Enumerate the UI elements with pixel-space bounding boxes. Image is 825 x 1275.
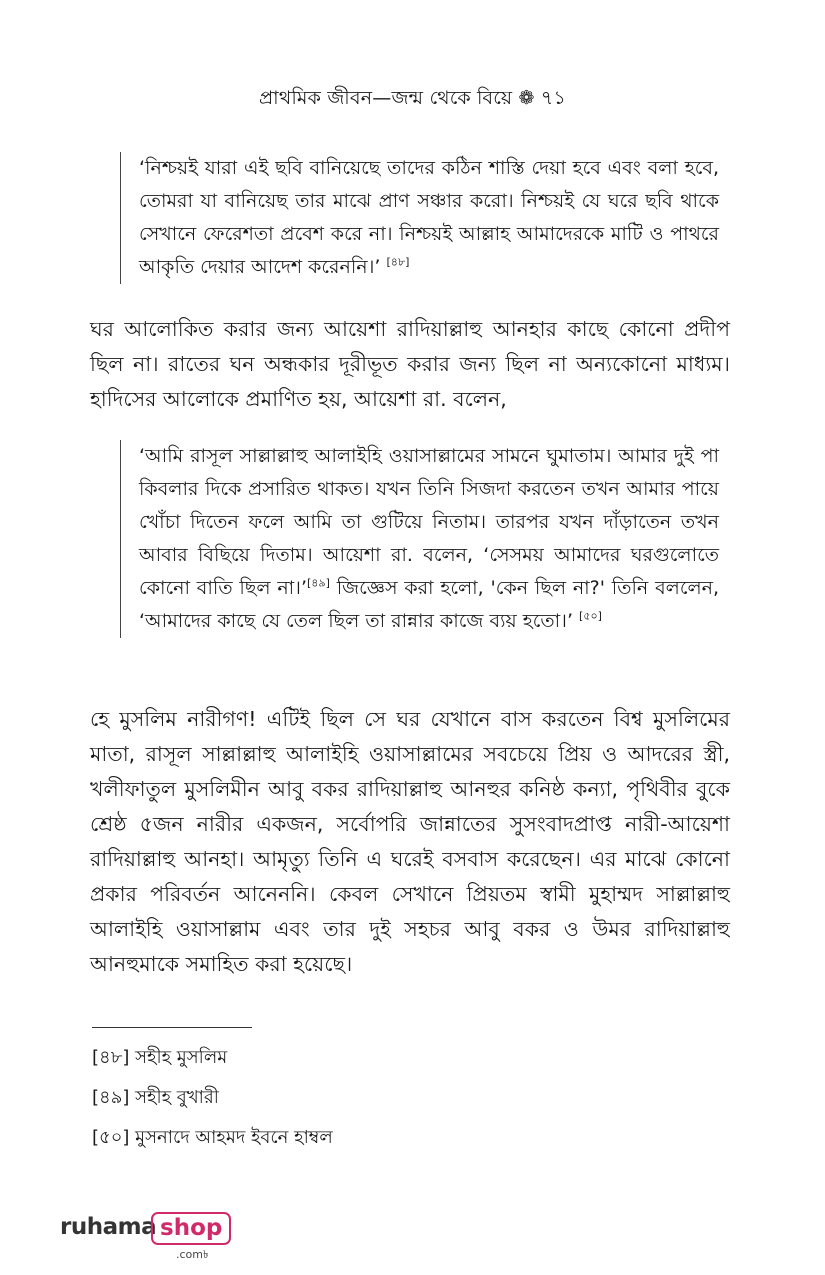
footnote-49: [৪৯] সহীহ বুখারী xyxy=(92,1087,219,1108)
quote-2-text-a: ‘আমি রাসূল সাল্লাল্লাহু আলাইহি ওয়াসাল্লামের সামনে ঘুমাতাম। আমার দুই পা কিবলার দিকে প্রসারিত থাকত। যখন তিনি সিজদা করতেন তখন আমার পায়ে খোঁচা দিতেন ফলে আমি তা গুটিয়ে নিতাম। তারপর যখন দাঁড়াতেন তখন আবার বিছিয়ে দিতাম। আয়েশা রা. বলেন, ‘সেসময় আমাদের ঘরগুলোতে কোনো বাতি ছিল না।’ xyxy=(139,445,719,599)
quote-1-text: ‘নিশ্চয়ই যারা এই ছবি বানিয়েছে তাদের কঠিন শাস্তি দেয়া হবে এবং বলা হবে, তোমরা যা বানিয়েছ তার মাঝে প্রাণ সঞ্চার করো। নিশ্চয়ই যে ঘরে ছবি থাকে সেখানে ফেরেশতা প্রবেশ করে না। নিশ্চয়ই আল্লাহ আমাদেরকে মাটি ও পাথরে আকৃতি দেয়ার আদেশ করেননি।’ xyxy=(139,157,719,278)
footnote-ref-48[interactable]: [৪৮] xyxy=(386,255,410,269)
footnotes xyxy=(92,1038,333,1158)
running-header: প্রাথমিক জীবন—জন্ম থেকে বিয়ে ❁ ৭১ xyxy=(259,87,566,109)
quote-block-2 xyxy=(120,440,719,638)
publisher-logo xyxy=(60,1212,260,1260)
quote-2-text-b: জিজ্ঞেস করা হলো, 'কেন ছিল না?' তিনি বললেন, ‘আমাদের কাছে যে তেল ছিল তা রান্নার কাজে ব্যয় হতো।’ xyxy=(139,577,719,632)
footnote-50: [৫০] মুসনাদে আহমদ ইবনে হাম্বল xyxy=(92,1127,333,1148)
footnote-48: [৪৮] সহীহ মুসলিম xyxy=(92,1047,228,1068)
logo-text-shop: shop xyxy=(151,1212,231,1245)
body-paragraph-2: হে মুসলিম নারীগণ! এটিই ছিল সে ঘর যেখানে বাস করতেন বিশ্ব মুসলিমের মাতা, রাসূল সাল্লাল্লাহু আলাইহি ওয়াসাল্লামের সবচেয়ে প্রিয় ও আদরের স্ত্রী, খলীফাতুল মুসলিমীন আবু বকর রাদিয়াল্লাহু আনহুর কনিষ্ঠ কন্যা, পৃথিবীর বুকে শ্রেষ্ঠ ৫জন নারীর একজন, সর্বোপরি জান্নাতের সুসংবাদপ্রাপ্ত নারী-আয়েশা রাদিয়াল্লাহু আনহা। আমৃত্যু তিনি এ ঘরেই বসবাস করেছেন। এর মাঝে কোনো প্রকার পরিবর্তন আনেননি। কেবল সেখানে প্রিয়তম স্বামী মুহাম্মদ সাল্লাল্লাহু আলাইহি ওয়াসাল্লাম এবং তার দুই সহচর আবু বকর ও উমর রাদিয়াল্লাহু আনহুমাকে সমাহিত করা হয়েছে। xyxy=(90,707,730,976)
logo-text-ruhama: ruhama xyxy=(60,1214,157,1240)
footnote-ref-49[interactable]: [৪৯] xyxy=(307,576,330,590)
footnote-ref-50[interactable]: [৫০] xyxy=(579,609,602,623)
body-paragraph-1: ঘর আলোকিত করার জন্য আয়েশা রাদিয়াল্লাহু আনহার কাছে কোনো প্রদীপ ছিল না। রাতের ঘন অন্ধকার দূরীভূত করার জন্য ছিল না অন্যকোনো মাধ্যম। হাদিসের আলোকে প্রমাণিত হয়, আয়েশা রা. বলেন, xyxy=(90,317,730,411)
logo-domain: .com৳ xyxy=(176,1248,209,1261)
quote-block-1 xyxy=(120,152,719,284)
footnote-divider xyxy=(92,1027,252,1028)
